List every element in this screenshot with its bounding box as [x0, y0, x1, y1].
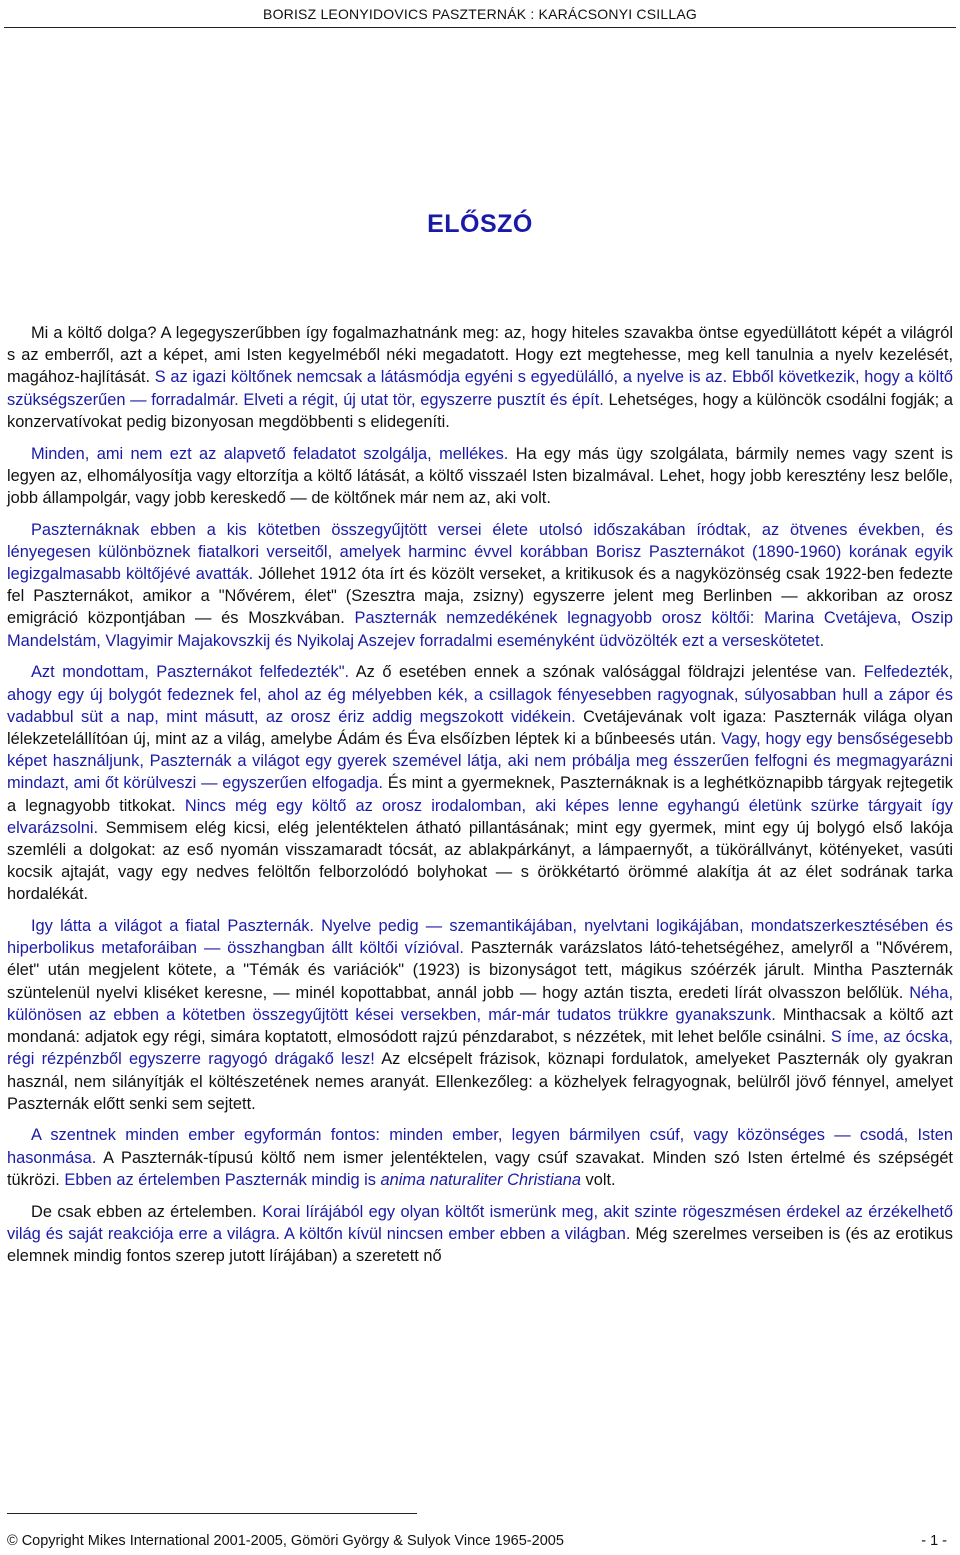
page-number: - 1 -: [921, 1533, 947, 1549]
text-segment: A Paszternák-típusú költő nem ismer jelentéktelen, vagy csúf szavakat. Minden szó Isten értelmé és szépségét tükrözi.: [7, 1148, 953, 1189]
text-segment: A szentnek minden ember egyformán fontos: minden ember, legyen bármilyen csúf, vagy közönséges — csodá, Isten hasonmása.: [7, 1126, 953, 1167]
text-segment: Igy látta a világot a fiatal Paszternák. Nyelve pedig — szemantikájában, nyelvtani logikájában, mondatszerkesztésében és hiperbolikus metaforáiban — összhangban állt költői vízióval.: [7, 917, 953, 958]
text-segment: De csak ebben az értelemben.: [31, 1202, 257, 1221]
text-segment: Jóllehet 1912 óta írt és közölt verseket, a kritikusok és a nagyközönség csak 1922-ben fedezte fel Paszternákot, amikor a "Nővérem, élet" (Szesztra maja, zsizny) egyszerre jelent meg Berlinben — akkoriban az orosz emigráció központjában — és Moszkvában.: [7, 565, 953, 628]
page-footer: [7, 1533, 947, 1549]
text-segment: Minthacsak a költő azt mondaná: adjatok egy régi, simára koptatott, elmosódott rajzú pénzdarabot, s nézzétek, mit lehet belőle csinálni.: [7, 1005, 953, 1047]
text-segment: S az igazi költőnek nemcsak a látásmódja egyéni s egyedülálló, a nyelve is az.: [150, 368, 728, 387]
paragraph: [7, 1124, 953, 1191]
paragraph: [7, 443, 953, 510]
text-segment: Azt mondottam, Paszternákot felfedezték".: [31, 663, 350, 682]
text-segment: Semmisem elég kicsi, elég jelentéktelen átható pillantásának; mint egy gyermek, mint egy új bolygó első lakója szemléli a dolgokat: az eső nyomán visszamaradt tócsát, az ablakpárkányt, a lámpaernyőt, a tükörállványt, kötényeket, vasúti kocsik ajtaját, vagy egy nedves felöltőn felborzolódó bolyhokat — s örökkétartó örömmé alakítja át az élet sodrának tarka hordalékát.: [7, 818, 953, 904]
paragraph: [7, 661, 953, 905]
paragraph: [7, 519, 953, 652]
copyright-text: © Copyright Mikes International 2001-2005, Gömöri György & Sulyok Vince 1965-2005: [7, 1533, 564, 1549]
text-segment: S íme, az ócska, régi rézpénzből egyszerre ragyogó drágakő lesz!: [7, 1028, 953, 1069]
document-body: [7, 322, 953, 1277]
text-segment: Lehetséges, hogy a különcök csodálni fogják; a konzervatívokat pedig bizonyosan megdöbbenti s elidegeníti.: [7, 390, 954, 431]
paragraph: [7, 1201, 953, 1268]
text-segment: Lehet, hogy jobb keresztény lesz belőle, jobb állampolgár, vagy jobb kereskedő — de költőnek már nem az, aki volt.: [7, 466, 953, 507]
text-segment: volt.: [580, 1170, 616, 1189]
text-segment: Paszternák varázslatos látó-tehetségéhez, amelyről a "Nővérem, élet" után megjelent kötete, a "Témák és variációk" (1923) is bizonyságot tett, mágikus szóérzék járult.: [7, 939, 953, 980]
text-segment: Felfedezték, ahogy egy új bolygót fedeznek fel, ahol az ég mélyebben kék, a csillagok fényesebben ragyognak, súlyosabban hull a zápor és vadabbul süt a nap, mint másutt, az orosz ériz addig megszokott vidékein.: [7, 663, 954, 726]
paragraph: [7, 915, 953, 1115]
text-segment: Paszternák nemzedékének legnagyobb orosz költői: Marina Cvetájeva, Oszip Mandelstám, Vlagyimir Majakovszkij és Nyikolaj Aszejev forradalmi eseményként üdvözölték ezt a verseskötetet.: [7, 609, 953, 650]
text-segment: Korai lírájából egy olyan költőt ismerünk meg, akit szinte rögeszmésen érdekel az érzékelhető világ és saját reakciója erre a világra. A költőn kívül nincsen ember ebben a világban.: [7, 1202, 953, 1243]
text-segment: Vagy, hogy egy bensőségesebb képet használjunk, Paszternák a világot egy gyerek szemével látja, aki nem próbálja meg ésszerűen felfogni és megmagyarázni mindazt, ami őt körülveszi — egyszerűen elfogadja.: [7, 729, 953, 793]
text-segment: Cvetájevának volt igaza: Paszternák világa olyan lélekzetelállítóan új, mint az a világ, amelybe Ádám és Éva elsőízben léptek ki a bűnbeesés után.: [7, 707, 953, 748]
text-segment: Ebből következik, hogy a költő szükségszerűen — forradalmár. Elveti a régit, új utat tör, egyszerre pusztít és épít.: [7, 368, 953, 409]
running-header: BORISZ LEONYIDOVICS PASZTERNÁK : KARÁCSONYI CSILLAG: [263, 6, 697, 22]
text-segment: Még szerelmes verseiben is (és az erotikus elemnek mindig fontos szerep jutott lírájában) a szeretett nő: [7, 1224, 953, 1265]
page-title: ELŐSZÓ: [427, 210, 533, 238]
text-segment: Nincs még egy költő az orosz irodalomban, aki képes lenne egyhangú életünk szürke tárgyait így elvarázsolni.: [7, 796, 953, 837]
paragraph: [7, 322, 953, 433]
text-segment: Az ő esetében ennek a szónak valósággal földrajzi jelentése van.: [349, 663, 857, 682]
footer-divider: [7, 1513, 417, 1514]
text-segment: És mint a gyermeknek, Paszternáknak is a leghétköznapibb tárgyak rejtegetik a legnagyobb titkokat.: [7, 774, 953, 815]
text-segment: Minden, ami nem ezt az alapvető feladatot szolgálja, mellékes.: [31, 444, 509, 463]
text-segment: anima naturaliter Christiana: [380, 1170, 581, 1189]
text-segment: Ebben az értelemben Paszternák mindig is: [59, 1170, 381, 1189]
text-segment: Ha egy más ügy szolgálata, bármily nemes vagy szent is legyen az, elhomályosítja vagy eltorzítja a költő látását, a költő visszaél Isten bizalmával.: [7, 444, 953, 485]
text-segment: Paszternáknak ebben a kis kötetben összegyűjtött versei élete utolsó időszakában íródtak, az ötvenes években, és lényegesen különböznek fiatalkori verseitől, amelyek harminc évvel korábban Borisz Paszternákot (1890-1960) korának egyik legizgalmasabb költőjévé avatták.: [7, 520, 953, 584]
text-segment: Mintha Paszternák szüntelenül nyelvi kliséket keresne, — minél kopottabbat, annál jobb — hogy aztán tiszta, eredeti lírát olvasszon belőlük.: [7, 961, 953, 1002]
text-segment: Mi a költő dolga? A legegyszerűbben így fogalmazhatnánk meg: az, hogy hiteles szavakba öntse egyedüllátott képét a világról s az emberről, azt a képet, ami Isten kegyelméből néki megadatott. Hogy ezt megtehesse, meg kell tanulnia a nyelv kezelését, magához-hajlítását.: [7, 324, 953, 387]
header-divider: [4, 27, 956, 28]
text-segment: Néha, különösen az ebben a kötetben összegyűjtött kései versekben, már-már tudatos trükkre gyanakszunk.: [7, 983, 953, 1024]
text-segment: Az elcsépelt frázisok, köznapi fordulatok, amelyeket Paszternák oly gyakran használ, nem silányítják el költészetének nemes aranyát. Ellenkezőleg: a közhelyek felragyognak, belülről jövő fénnyel, amelyet Paszternák előtt senki sem sejtett.: [7, 1050, 953, 1113]
